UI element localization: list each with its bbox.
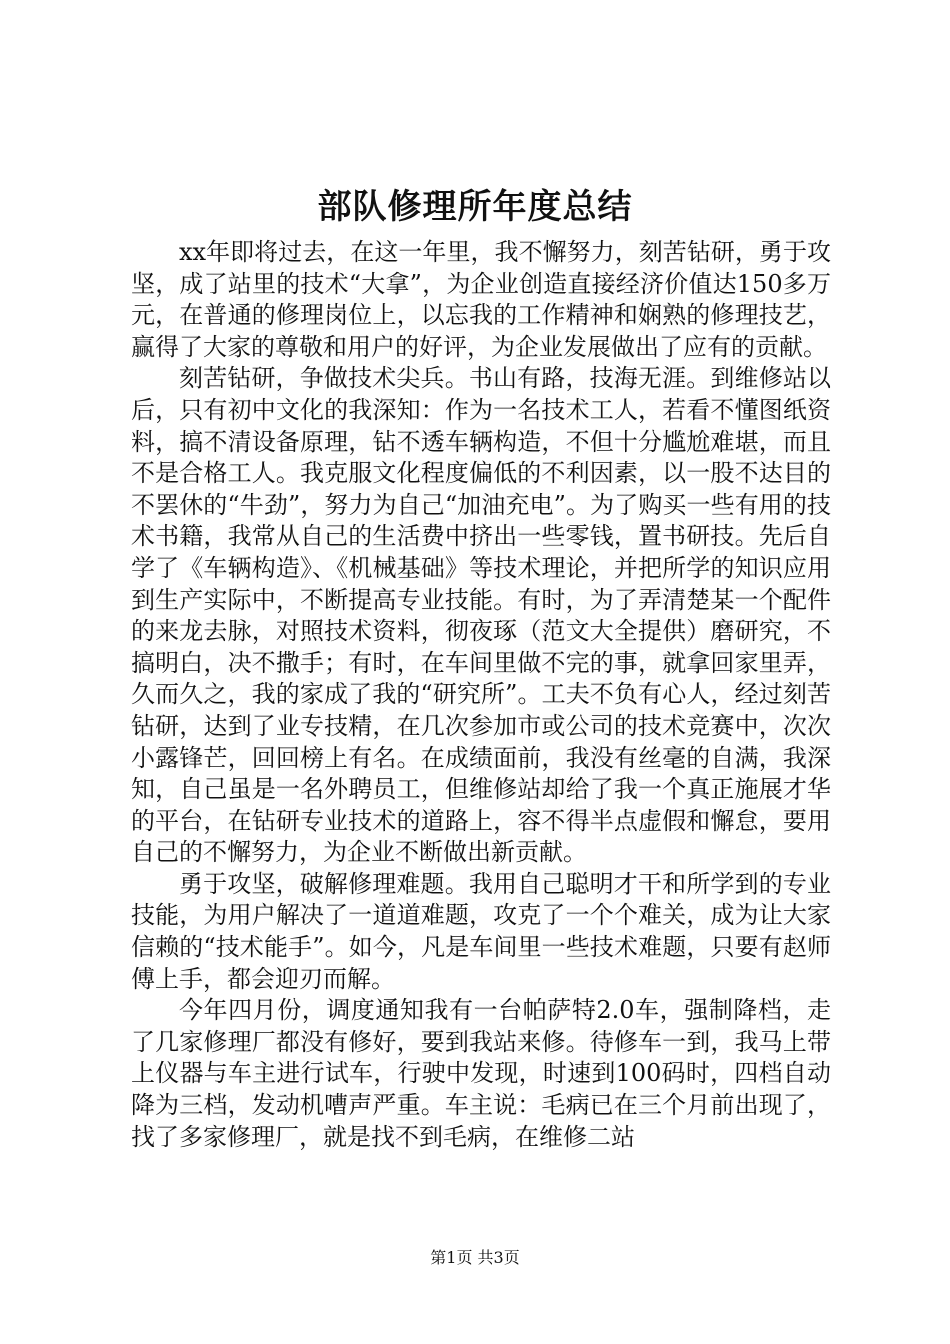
paragraph-study: 刻苦钻研，争做技术尖兵。书山有路，技海无涯。到维修站以后，只有初中文化的我深知：作为一名技术工人，若看不懂图纸资料，搞不清设备原理，钻不透车辆构造，不但十分尴尬难堪，而且不是合格工人。我克服文化程度偏低的不利因素，以一股不达目的不罢休的“牛劲”，努力为自己“加油充电”。为了购买一些有用的技术书籍，我常从自己的生活费中挤出一些零钱，置书研技。先后自学了《车辆构造》、《机械基础》等技术理论，并把所学的知识应用到生产实际中，不断提高专业技能。有时，为了弄清楚某一个配件的来龙去脉，对照技术资料，彻夜琢（范文大全提供）磨研究，不搞明白，决不撒手；有时，在车间里做不完的事，就拿回家里弄，久而久之，我的家成了我的“研究所”。工夫不负有心人，经过刻苦钻研，达到了业专技精，在几次参加市或公司的技术竞赛中，次次小露锋芒，回回榜上有名。在成绩面前，我没有丝毫的自满，我深知，自己虽是一名外聘员工，但维修站却给了我一个真正施展才华的平台，在钻研专业技术的道路上，容不得半点虚假和懈怠，要用自己的不懈努力，为企业不断做出新贡献。 xyxy=(131,364,831,867)
document-title: 部队修理所年度总结 xyxy=(317,187,633,227)
page-number-footer: 第1页 共3页 xyxy=(430,1248,520,1267)
paragraph-passat-case: 今年四月份，调度通知我有一台帕萨特2.0车，强制降档，走了几家修理厂都没有修好，要到我站来修。待修车一到，我马上带上仪器与车主进行试车，行驶中发现，时速到100码时，四档自动降为三档，发动机嘈声严重。车主说：毛病已在三个月前出现了，找了多家修理厂，就是找不到毛病，在维修二站 xyxy=(131,996,831,1151)
paragraph-problem-solving: 勇于攻坚，破解修理难题。我用自己聪明才干和所学到的专业技能，为用户解决了一道道难题，攻克了一个个难关，成为让大家信赖的“技术能手”。如今，凡是车间里一些技术难题，只要有赵师傅上手，都会迎刃而解。 xyxy=(131,869,831,993)
document-body xyxy=(131,237,831,1153)
paragraph-intro: xx年即将过去，在这一年里，我不懈努力，刻苦钻研，勇于攻坚，成了站里的技术“大拿”，为企业创造直接经济价值达150多万元，在普通的修理岗位上，以忘我的工作精神和娴熟的修理技艺，赢得了大家的尊敬和用户的好评，为企业发展做出了应有的贡献。 xyxy=(131,238,831,361)
